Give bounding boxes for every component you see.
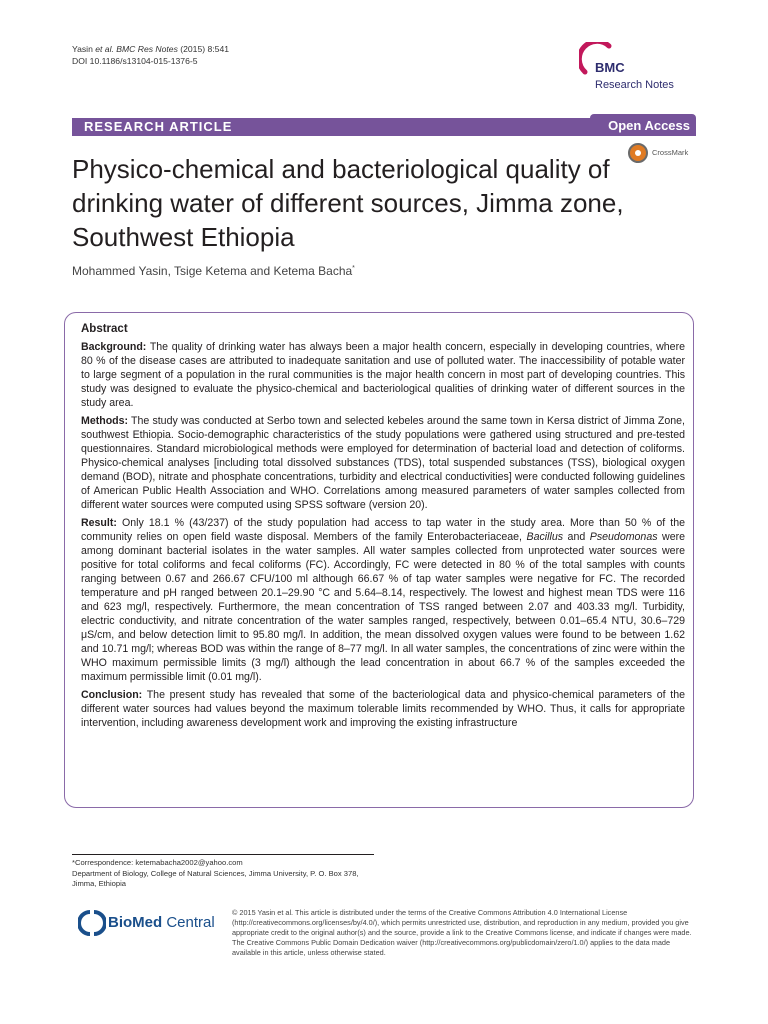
citation-journal: et al. BMC Res Notes xyxy=(95,44,178,54)
result-italic-bacillus: Bacillus xyxy=(526,531,564,543)
corresponding-mark: * xyxy=(352,265,355,272)
author-list xyxy=(72,264,355,278)
abstract-background xyxy=(81,340,685,410)
result-text-3: were among dominant bacterial isolates in the water samples. All water samples collected from unprotected water sources were positive for total coliforms and fecal coliforms (FC). Accordingly, FC were detected in 80 % of the total samples with counts ranging between 0.67 and 266.67 CFU/100 ml although 66.67 % of tap water samples were negative for FC. The recorded temperature and pH ranged between 20.1–29.90 °C and 5.64–8.14, respectively. The lowest and highest mean TDS were 116 and 623 mg/l, respectively. Furthermore, the mean concentration of TSS ranged between 2.07 and 403.33 mg/l. Turbidity, electric conductivity, and nitrate concentration of the water samples ranged, respectively, between 0.01–65.4 NTU, 30.6–729 μS/cm, and below detection limit to 95.80 mg/l. In addition, the mean dissolved oxygen values were found to be between 1.62 and 10.71 mg/l; whereas BOD was within the range of 8–77 mg/l. In all water samples, the concentrations of zinc were within the WHO maximum permissible limits (3 mg/l) although the lead concentration in about 66.7 % of the samples exceeded the maximum permissible limit (0.01 mg/l). xyxy=(81,531,686,683)
biomed-icon xyxy=(78,909,106,937)
background-text: The quality of drinking water has always been a major health concern, especially in developing countries, where 80 % of the disease cases are attributed to inadequate sanitation and use of polluted water. The inaccessibility of potable water to large segment of a population in the rural communities is the major health concern in most part of developing countries. This study was designed to evaluate the physico-chemical and bacteriological qualities of drinking water of different sources in the study area. xyxy=(81,341,685,409)
abstract-heading: Abstract xyxy=(81,323,128,335)
result-text-2: and xyxy=(563,531,590,543)
open-access-label[interactable]: Open Access xyxy=(608,118,690,133)
publisher-name-bold: BioMed xyxy=(108,914,163,931)
crossmark-label: CrossMark xyxy=(652,148,689,157)
correspondence-line xyxy=(72,858,372,869)
citation-authors: Yasin xyxy=(72,44,96,54)
correspondence-email[interactable]: ketemabacha2002@yahoo.com xyxy=(135,858,243,867)
abstract-conclusion xyxy=(81,688,685,730)
license-text: © 2015 Yasin et al. This article is distributed under the terms of the Creative Commons Attribution 4.0 International License (http://creativecommons.org/licenses/by/4.0/), which permits unrestricted use, distribution, and reproduction in any medium, provided you give appropriate credit to the original author(s) and the source, provide a link to the Creative Commons license, and indicate if changes were made. The Creative Commons Public Domain Dedication waiver (http://creativecommons.org/publicdomain/zero/1.0/) applies to the data made available in this article, unless otherwise stated. xyxy=(232,908,692,957)
correspondence-label: *Correspondence: xyxy=(72,858,136,867)
conclusion-label: Conclusion: xyxy=(81,689,143,701)
citation-line xyxy=(72,43,229,55)
abstract-result xyxy=(81,516,685,684)
citation-year: (2015) 8:541 xyxy=(177,44,229,54)
publisher-name-regular: Central xyxy=(162,914,215,931)
background-label: Background: xyxy=(81,341,147,353)
article-type-banner xyxy=(72,118,696,136)
correspondence-footnote xyxy=(72,858,372,890)
conclusion-text: The present study has revealed that some of the bacteriological data and physico-chemical parameters of the different water sources had values beyond the maximum tolerable limits recommended by WHO. Thus, it calls for appropriate intervention, including awareness development work and improving the existing infrastructure xyxy=(81,689,685,729)
biomed-central-logo[interactable] xyxy=(78,909,228,939)
article-type-label: RESEARCH ARTICLE xyxy=(84,119,233,134)
methods-label: Methods: xyxy=(81,415,129,427)
publisher-name xyxy=(108,914,215,931)
abstract-box xyxy=(64,312,694,808)
journal-brand: BMC xyxy=(595,60,625,75)
methods-text: The study was conducted at Serbo town and selected kebeles around the same town in Kersa district of Jimma Zone, southwest Ethiopia. Socio-demographic characteristics of the study populations were gathered using structured and pre-tested questionnaires. Standard microbiological methods were employed for determination of bacterial load and detection of coliforms. Physico-chemical analyses [including total dissolved substances (TDS), total suspended substances (TSS), biological oxygen demand (BOD), nitrate and phosphate concentrations, turbidity and electrical conductivities] were conducted following guidelines of American Public Health Association and WHO. Correlations among measured parameters of water samples collected from different water sources were computed using SPSS software (version 20). xyxy=(81,415,685,511)
result-text-1: Only 18.1 % (43/237) of the study population had access to tap water in the study area. More than 50 % of the community relies on open field waste disposal. Members of the family Enterobacteriaceae, xyxy=(81,517,685,543)
authors-text: Mohammed Yasin, Tsige Ketema and Ketema Bacha xyxy=(72,264,353,278)
abstract-content xyxy=(81,322,685,734)
affiliation: Department of Biology, College of Natural Sciences, Jimma University, P. O. Box 378, Jimma, Ethiopia xyxy=(72,868,359,888)
doi-link[interactable]: DOI 10.1186/s13104-015-1376-5 xyxy=(72,56,198,66)
bmc-logo[interactable] xyxy=(577,38,697,98)
abstract-methods xyxy=(81,414,685,512)
journal-name: Research Notes xyxy=(595,79,674,91)
footnote-rule xyxy=(72,854,374,855)
citation-block xyxy=(72,43,229,67)
result-label: Result: xyxy=(81,517,117,529)
article-title: Physico-chemical and bacteriological quality of drinking water of different sources, Jimma zone, Southwest Ethiopia xyxy=(72,154,624,252)
result-italic-pseudomonas: Pseudomonas xyxy=(589,531,658,543)
